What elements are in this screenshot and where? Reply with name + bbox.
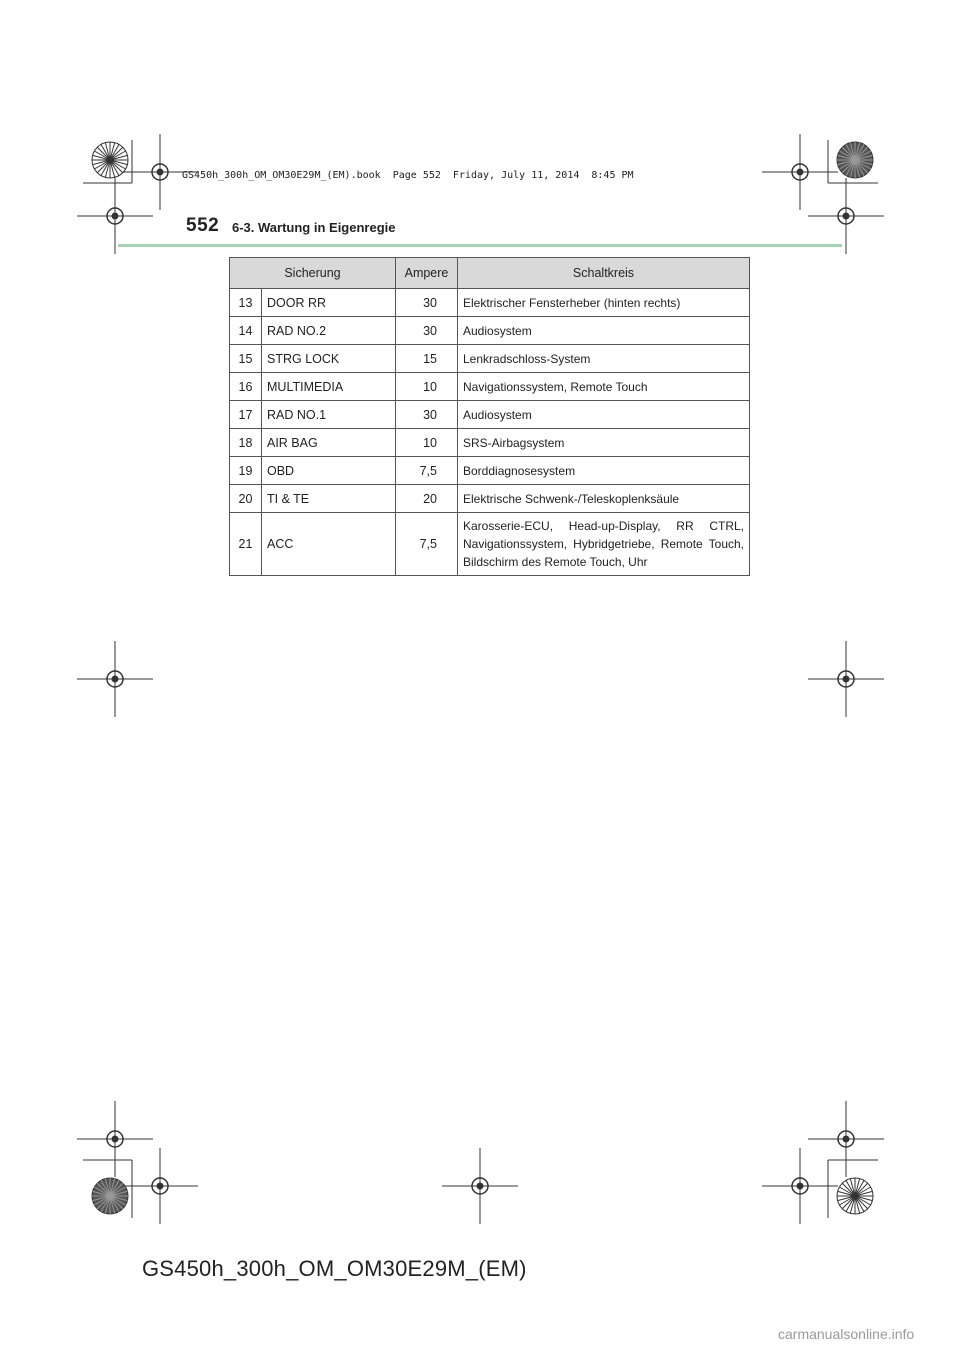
table-row xyxy=(230,429,750,457)
fuse-circuit: Borddiagnosesystem xyxy=(458,457,750,485)
fuse-circuit: Elektrischer Fensterheber (hinten rechts) xyxy=(458,289,750,317)
table-header-row xyxy=(230,258,750,289)
registration-dot xyxy=(843,1136,850,1143)
registration-dot xyxy=(157,1183,164,1190)
fuse-name: STRG LOCK xyxy=(262,345,396,373)
fuse-number: 17 xyxy=(230,401,262,429)
registration-dot xyxy=(843,213,850,220)
fuse-ampere: 30 xyxy=(396,401,458,429)
fuse-name: TI & TE xyxy=(262,485,396,513)
registration-dot xyxy=(797,169,804,176)
registration-dot xyxy=(112,1136,119,1143)
fuse-circuit: Lenkradschloss-System xyxy=(458,345,750,373)
fuse-number: 20 xyxy=(230,485,262,513)
table-row xyxy=(230,401,750,429)
header-schaltkreis: Schaltkreis xyxy=(458,258,750,289)
registration-dot xyxy=(112,213,119,220)
fuse-number: 19 xyxy=(230,457,262,485)
registration-dot xyxy=(112,676,119,683)
fuse-number: 21 xyxy=(230,513,262,576)
fuse-number: 18 xyxy=(230,429,262,457)
book-info: GS450h_300h_OM_OM30E29M_(EM).book Page 552 Friday, July 11, 2014 8:45 PM xyxy=(182,170,634,181)
fuse-name: OBD xyxy=(262,457,396,485)
fuse-ampere: 20 xyxy=(396,485,458,513)
fuse-number: 14 xyxy=(230,317,262,345)
fuse-name: DOOR RR xyxy=(262,289,396,317)
fuse-circuit: Karosserie-ECU, Head-up-Display, RR CTRL, Navigationssystem, Hybridgetriebe, Remote Touch, Bildschirm des Remote Touch, Uhr xyxy=(458,513,750,576)
document-code: GS450h_300h_OM_OM30E29M_(EM) xyxy=(142,1256,527,1281)
table-row xyxy=(230,513,750,576)
fuse-circuit: Navigationssystem, Remote Touch xyxy=(458,373,750,401)
fuse-number: 15 xyxy=(230,345,262,373)
fuse-circuit: Audiosystem xyxy=(458,401,750,429)
registration-dot xyxy=(843,676,850,683)
table-row xyxy=(230,345,750,373)
header-rule xyxy=(118,244,842,247)
fuse-circuit: SRS-Airbagsystem xyxy=(458,429,750,457)
fuse-circuit: Elektrische Schwenk-/Teleskoplenksäule xyxy=(458,485,750,513)
fuse-ampere: 10 xyxy=(396,429,458,457)
table-row xyxy=(230,457,750,485)
table-row xyxy=(230,317,750,345)
fuse-name: RAD NO.1 xyxy=(262,401,396,429)
fuse-circuit: Audiosystem xyxy=(458,317,750,345)
section-title: 6-3. Wartung in Eigenregie xyxy=(232,220,396,235)
fuse-ampere: 30 xyxy=(396,317,458,345)
fuse-name: ACC xyxy=(262,513,396,576)
table-row xyxy=(230,373,750,401)
fuse-ampere: 30 xyxy=(396,289,458,317)
page-number: 552 xyxy=(186,215,220,236)
fuse-table xyxy=(229,257,750,576)
registration-dot xyxy=(477,1183,484,1190)
fuse-name: MULTIMEDIA xyxy=(262,373,396,401)
fuse-ampere: 7,5 xyxy=(396,457,458,485)
fuse-ampere: 7,5 xyxy=(396,513,458,576)
table-row xyxy=(230,289,750,317)
table-row xyxy=(230,485,750,513)
watermark: carmanualsonline.info xyxy=(778,1326,915,1342)
fuse-name: RAD NO.2 xyxy=(262,317,396,345)
registration-dot xyxy=(797,1183,804,1190)
header-sicherung: Sicherung xyxy=(230,258,396,289)
fuse-ampere: 10 xyxy=(396,373,458,401)
registration-dot xyxy=(157,169,164,176)
fuse-name: AIR BAG xyxy=(262,429,396,457)
fuse-number: 13 xyxy=(230,289,262,317)
fuse-number: 16 xyxy=(230,373,262,401)
fuse-ampere: 15 xyxy=(396,345,458,373)
header-ampere: Ampere xyxy=(396,258,458,289)
